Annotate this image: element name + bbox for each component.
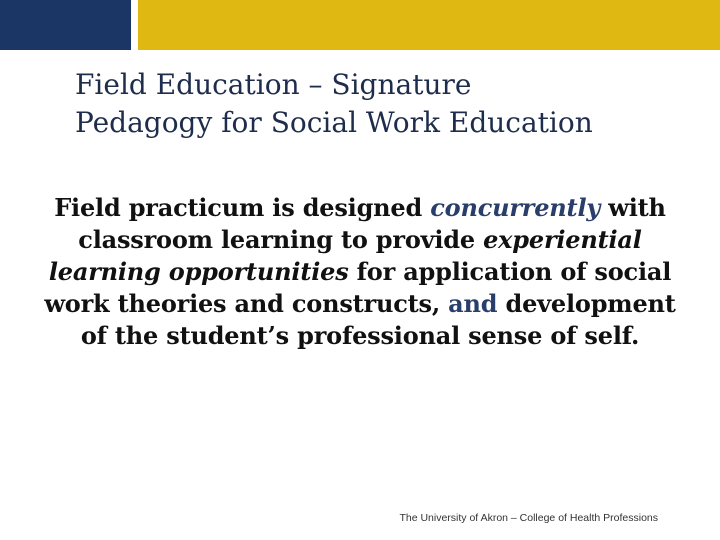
body-accent-and: and [448,289,498,318]
body-emphasis-concurrently: concurrently [430,193,601,222]
slide-body [40,192,680,352]
slide-title: Field Education – Signature Pedagogy for Social Work Education [75,68,593,139]
header-bar-gold [138,0,720,50]
body-emphasis-experiential: experiential learning opportunities [48,225,642,286]
footer-institution: The University of Akron – College of Health Professions [399,512,658,524]
body-segment: development of the student’s professional sense of self. [80,289,676,350]
body-segment: for application of social work theories and constructs, [44,257,672,318]
body-segment: Field practicum is designed [54,193,431,222]
header-bar-navy [0,0,131,50]
body-segment: with classroom learning to provide [78,193,666,254]
